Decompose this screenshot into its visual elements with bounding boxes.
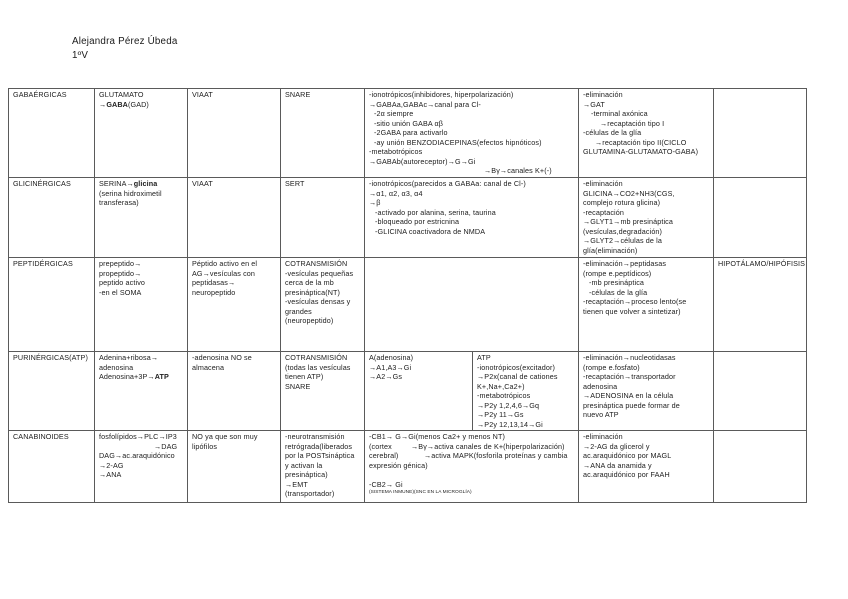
text-line: -recaptación <box>583 207 624 217</box>
text-line: →Bγ→canales K+(-) <box>484 166 552 175</box>
text-line: neuropeptido <box>192 287 236 297</box>
text-line: COTRANSMISIÓN <box>285 353 348 362</box>
text-line: →GLYT2→células de la <box>583 236 662 245</box>
peptidergicas-receptors-cell <box>365 258 579 352</box>
text-line <box>99 179 185 189</box>
text-segment: →Bγ→activa canales de K+(hiperpolarización) <box>411 441 565 451</box>
text-line: →P2y 12,13,14→Gi <box>477 419 543 429</box>
text-line: SNARE <box>285 90 311 99</box>
canabinoides-release-cell <box>281 431 365 503</box>
type-label: GLICINÉRGICAS <box>13 179 71 188</box>
text-line: -mb presináptica <box>589 278 645 287</box>
text-line: -vesículas pequeñas <box>285 268 354 278</box>
text-line: -eliminación <box>583 179 623 188</box>
text-line: →P2y 1,2,4,6→Gq <box>477 400 540 410</box>
bold-segment: ATP <box>154 372 169 381</box>
text-line: →ANA da anamida y <box>583 460 652 470</box>
type-label: GABAÉRGICAS <box>13 90 67 99</box>
text-line: →A2→Gs <box>369 372 403 381</box>
text-line: -ionotrópicos(inhibidores, hiperpolarización) <box>369 90 514 99</box>
gabaergicas-receptors-cell <box>365 89 579 178</box>
peptidergicas-elimination-cell <box>579 258 714 352</box>
text-line: tienen que volver a sintetizar) <box>583 306 681 316</box>
text-line: →recaptación tipo I <box>600 118 665 128</box>
text-line: complejo rotura glicina) <box>583 198 661 207</box>
text-line: GLUTAMINA-GLUTAMATO-GABA) <box>583 147 699 156</box>
text-line: -eliminación <box>583 432 623 441</box>
blank-line <box>369 470 576 480</box>
peptidergicas-location-cell <box>714 258 807 352</box>
purinergicas-atp-receptors-cell <box>473 352 579 431</box>
type-label: PEPTIDÉRGICAS <box>13 259 73 268</box>
purinergicas-adenosine-receptors-cell <box>365 352 473 431</box>
text-line: -sitio unión GABA αβ <box>374 118 444 128</box>
text-line: -metabotrópicos <box>369 147 423 156</box>
glicinergicas-elimination-cell <box>579 178 714 258</box>
text-line: peptidasas→ <box>192 278 236 287</box>
neurotransmitter-table <box>8 88 807 503</box>
text-line: -bloqueado por estricnina <box>375 217 460 226</box>
text-segment: SERINA→ <box>99 179 134 188</box>
canabinoides-location-cell <box>714 431 807 503</box>
row-peptidergicas <box>9 258 807 352</box>
text-line: grandes <box>285 306 312 316</box>
gabaergicas-synthesis-cell <box>95 89 188 178</box>
text-line: -CB2→ Gi <box>369 479 403 489</box>
group-label: 1ºV <box>72 50 89 61</box>
text-line <box>369 442 576 452</box>
peptidergicas-release-cell <box>281 258 365 352</box>
canabinoides-synthesis-cell <box>95 431 188 503</box>
text-line: AG→vesículas con <box>192 268 256 278</box>
small-note: (SISTEMA INMUNE)(SNC EN LA MICROGLÍA) <box>369 490 472 495</box>
bold-segment: GABA <box>106 99 128 109</box>
text-line: -células de la glía <box>589 287 648 297</box>
text-line: (serina hidroximetil <box>99 188 162 198</box>
purinergicas-elimination-cell <box>579 352 714 431</box>
canabinoides-storage-cell <box>188 431 281 503</box>
glicinergicas-release-cell <box>281 178 365 258</box>
text-line: presináptica(NT) <box>285 287 341 297</box>
text-line: →A1,A3→Gi <box>369 362 412 372</box>
author-name: Alejandra Pérez Úbeda <box>72 36 178 47</box>
gabaergicas-type-cell <box>9 89 95 178</box>
peptidergicas-synthesis-cell <box>95 258 188 352</box>
document-header <box>72 35 178 63</box>
text-line: almacena <box>192 362 225 372</box>
text-line: -activado por alanina, serina, taurina <box>375 207 496 217</box>
text-line <box>99 372 185 382</box>
text-line: cerca de la mb <box>285 278 334 287</box>
text-line: →2-AG <box>99 460 124 470</box>
gabaergicas-storage-cell <box>188 89 281 178</box>
glicinergicas-receptors-cell <box>365 178 579 258</box>
text-line: GLICINA→CO2+NH3(CGS, <box>583 188 675 198</box>
text-line: Péptido activo en el <box>192 259 258 268</box>
text-line: NO ya que son muy <box>192 432 258 441</box>
text-line: -recaptación→transportador <box>583 372 676 381</box>
text-line: prepeptido→ <box>99 259 142 268</box>
text-line: COTRANSMISIÓN <box>285 259 348 268</box>
text-line: fosfolípidos→PLC→IP3 <box>99 432 177 441</box>
purinergicas-release-cell <box>281 352 365 431</box>
purinergicas-storage-cell <box>188 352 281 431</box>
text-line: y activan la <box>285 460 323 470</box>
text-line: →GABAa,GABAc→canal para Cl- <box>369 99 481 109</box>
type-label: PURINÉRGICAS(ATP) <box>13 353 88 362</box>
text-line: presináptica) <box>285 470 328 479</box>
text-line: →DAG <box>154 441 178 451</box>
text-line: SERT <box>285 179 305 188</box>
text-line: (vesículas,degradación) <box>583 226 663 236</box>
peptidergicas-storage-cell <box>188 258 281 352</box>
type-label: CANABINOIDES <box>13 432 69 441</box>
text-line: -eliminación→nucleotidasas <box>583 353 676 362</box>
text-line: -metabotrópicos <box>477 391 531 400</box>
text-line: →ADENOSINA en la célula <box>583 391 674 400</box>
canabinoides-type-cell <box>9 431 95 503</box>
bold-segment: glicina <box>133 179 158 188</box>
text-line: →EMT <box>285 479 308 489</box>
text-line: -recaptación→proceso lento(se <box>583 297 687 306</box>
text-line: (rompe e.fosfato) <box>583 362 640 372</box>
text-line: A(adenosina) <box>369 353 414 362</box>
text-line: (transportador) <box>285 489 335 498</box>
text-line: -ay unión BENZODIACEPINAS(efectos hipnóticos) <box>374 137 542 147</box>
text-line: →P2y 11→Gs <box>477 410 524 419</box>
text-line: -eliminación <box>583 90 623 99</box>
text-segment: (GAD) <box>127 99 149 109</box>
text-line: ac.araquidónico por MAGL <box>583 451 672 460</box>
text-line: -adenosina NO se <box>192 353 252 362</box>
text-line: -2α siempre <box>374 109 414 118</box>
text-line: -2GABA para activarlo <box>374 128 448 137</box>
purinergicas-location-cell <box>714 352 807 431</box>
text-line: -CB1→ G→Gi(menos Ca2+ y menos NT) <box>369 432 505 441</box>
text-line: por la POSTsináptica <box>285 451 355 460</box>
text-line: -ionotrópicos(excitador) <box>477 362 555 372</box>
text-line: (neuropeptido) <box>285 316 334 325</box>
text-line: expresión génica) <box>369 460 428 470</box>
text-line: →2-AG da glicerol y <box>583 441 650 451</box>
text-line: SNARE <box>285 381 311 391</box>
glicinergicas-storage-cell <box>188 178 281 258</box>
text-line: Adenina+ribosa→ <box>99 353 159 362</box>
text-line: →β <box>369 198 381 207</box>
text-line: -vesículas densas y <box>285 297 351 306</box>
text-line: →GAT <box>583 99 605 109</box>
text-line: -neurotransmisión <box>285 432 345 441</box>
text-line: →α1, α2, α3, α4 <box>369 188 423 198</box>
peptidergicas-type-cell <box>9 258 95 352</box>
text-line: →ANA <box>99 470 122 479</box>
text-line: nuevo ATP <box>583 410 619 419</box>
text-line: →GLYT1→mb presináptica <box>583 217 673 226</box>
text-line: K+,Na+,Ca2+) <box>477 381 525 391</box>
text-line: adenosina <box>99 362 134 372</box>
text-line: retrógrada(liberados <box>285 441 353 451</box>
canabinoides-receptors-cell <box>365 431 579 503</box>
purinergicas-type-cell <box>9 352 95 431</box>
text-line: →GABAb(autoreceptor)→G→Gi <box>369 156 476 166</box>
text-line: lipófilos <box>192 441 218 451</box>
text-segment: →activa MAPK(fosforila proteínas y cambia <box>424 451 568 460</box>
glicinergicas-synthesis-cell <box>95 178 188 258</box>
text-segment: → <box>99 99 107 109</box>
text-line: →P2x(canal de cationes <box>477 372 558 381</box>
gabaergicas-elimination-cell <box>579 89 714 178</box>
text-line: -en el SOMA <box>99 287 142 297</box>
text-line: ATP <box>477 353 491 362</box>
gabaergicas-release-cell <box>281 89 365 178</box>
gabaergicas-location-cell <box>714 89 807 178</box>
text-line: DAG→ac.araquidónico <box>99 451 175 460</box>
text-line: -terminal axónica <box>591 109 648 118</box>
text-segment: Adenosina+3P→ <box>99 372 155 381</box>
text-line: transferasa) <box>99 198 139 207</box>
row-glicinergicas <box>9 178 807 258</box>
row-canabinoides <box>9 431 807 503</box>
text-segment: (cortex <box>369 441 392 451</box>
text-line <box>99 100 185 110</box>
text-line: propeptido→ <box>99 268 142 278</box>
text-line: (todas las vesículas <box>285 362 351 372</box>
glicinergicas-type-cell <box>9 178 95 258</box>
purinergicas-synthesis-cell <box>95 352 188 431</box>
text-line: -células de la glía <box>583 128 642 137</box>
text-line: -GLICINA coactivadora de NMDA <box>375 226 486 236</box>
row-purinergicas <box>9 352 807 431</box>
text-line: GLUTAMATO <box>99 90 144 99</box>
row-gabaergicas <box>9 89 807 178</box>
text-line: tienen ATP) <box>285 372 324 381</box>
text-line: VIAAT <box>192 179 213 188</box>
text-line: VIAAT <box>192 90 213 99</box>
canabinoides-elimination-cell <box>579 431 714 503</box>
text-line: -ionotrópicos(parecidos a GABAa: canal de Cl-) <box>369 179 526 188</box>
text-line: glía(eliminación) <box>583 245 638 255</box>
text-line: HIPOTÁLAMO/HIPÓFISIS <box>718 259 806 268</box>
text-line: presináptica puede formar de <box>583 400 680 410</box>
text-segment: cerebral) <box>369 451 399 460</box>
text-line: ac.araquidónico por FAAH <box>583 470 670 479</box>
text-line: (rompe e.peptídicos) <box>583 268 652 278</box>
text-line: -eliminación→peptidasas <box>583 259 667 268</box>
text-line: peptido activo <box>99 278 146 287</box>
text-line <box>369 451 576 461</box>
text-line: adenosina <box>583 381 618 391</box>
text-line: →recaptación tipo II(CICLO <box>595 137 687 147</box>
glicinergicas-location-cell <box>714 178 807 258</box>
